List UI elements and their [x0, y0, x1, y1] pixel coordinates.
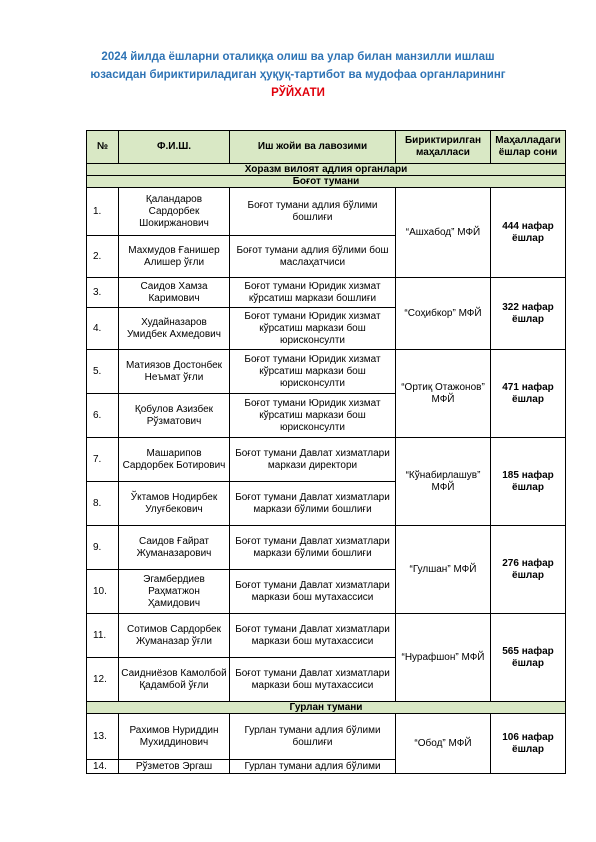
- row-mahalla: “Гулшан” МФЙ: [396, 526, 491, 614]
- row-job: Боғот тумани Давлат хизматлари маркази бош мутахассиси: [230, 658, 396, 702]
- row-number: 5.: [87, 350, 119, 394]
- section-row-district: [87, 176, 566, 188]
- personnel-table: [86, 130, 566, 774]
- table-header-row: [87, 131, 566, 164]
- table-row: [87, 188, 566, 236]
- row-name: Саидниёзов Камолбой Қадамбой ўғли: [119, 658, 230, 702]
- row-number: 4.: [87, 308, 119, 350]
- section-row-region: [87, 164, 566, 176]
- row-youth-count: 106 нафар ёшлар: [491, 714, 566, 774]
- row-youth-count: 322 нафар ёшлар: [491, 278, 566, 350]
- row-number: 3.: [87, 278, 119, 308]
- section-row-district: [87, 702, 566, 714]
- row-name: Ўктамов Нодирбек Улуғбекович: [119, 482, 230, 526]
- title-line-1: 2024 йилда ёшларни оталиққа олиш ва улар билан манзилли ишлаш: [101, 51, 495, 63]
- row-mahalla: “Ортиқ Отажонов” МФЙ: [396, 350, 491, 438]
- row-mahalla: “Ашхабод” МФЙ: [396, 188, 491, 278]
- row-job: Боғот тумани адлия бўлими бош маслаҳатчиси: [230, 236, 396, 278]
- row-job: Боғот тумани Давлат хизматлари маркази бош мутахассиси: [230, 570, 396, 614]
- row-job: Боғот тумани адлия бўлими бошлиғи: [230, 188, 396, 236]
- row-name: Саидов Хамза Каримович: [119, 278, 230, 308]
- row-number: 10.: [87, 570, 119, 614]
- row-job: Боғот тумани Давлат хизматлари маркази директори: [230, 438, 396, 482]
- row-job: Боғот тумани Давлат хизматлари маркази бош мутахассиси: [230, 614, 396, 658]
- row-mahalla: “Соҳибкор” МФЙ: [396, 278, 491, 350]
- row-youth-count: 444 нафар ёшлар: [491, 188, 566, 278]
- district-label: Боғот тумани: [87, 176, 566, 188]
- header-mahalla: Бириктирилган маҳалласи: [396, 131, 491, 164]
- row-name: Махмудов Ғанишер Алишер ўғли: [119, 236, 230, 278]
- row-number: 1.: [87, 188, 119, 236]
- title-line-3: РЎЙХАТИ: [271, 87, 325, 99]
- row-name: Эгамбердиев Раҳматжон Ҳамидович: [119, 570, 230, 614]
- row-name: Матиязов Достонбек Неъмат ўғли: [119, 350, 230, 394]
- document-title: [40, 48, 556, 102]
- row-mahalla: “Обод” МФЙ: [396, 714, 491, 774]
- row-youth-count: 276 нафар ёшлар: [491, 526, 566, 614]
- row-name: Рахимов Нуриддин Мухиддинович: [119, 714, 230, 760]
- title-line-2: юзасидан бириктириладиган ҳуқуқ-тартибот ва мудофаа органларининг: [90, 69, 506, 81]
- row-name: Сотимов Сардорбек Жуманазар ўғли: [119, 614, 230, 658]
- row-number: 7.: [87, 438, 119, 482]
- row-number: 11.: [87, 614, 119, 658]
- row-job: Боғот тумани Юридик хизмат кўрсатиш маркази бош юрисконсулти: [230, 308, 396, 350]
- row-number: 8.: [87, 482, 119, 526]
- row-job: Гурлан тумани адлия бўлими: [230, 760, 396, 774]
- row-youth-count: 471 нафар ёшлар: [491, 350, 566, 438]
- row-job: Боғот тумани Юридик хизмат кўрсатиш маркази бошлиғи: [230, 278, 396, 308]
- row-number: 9.: [87, 526, 119, 570]
- row-youth-count: 565 нафар ёшлар: [491, 614, 566, 702]
- row-job: Гурлан тумани адлия бўлими бошлиғи: [230, 714, 396, 760]
- table-row: [87, 526, 566, 570]
- row-job: Боғот тумани Юридик хизмат кўрсатиш маркази бош юрисконсулти: [230, 350, 396, 394]
- table-row: [87, 350, 566, 394]
- region-label: Хоразм вилоят адлия органлари: [87, 164, 566, 176]
- row-mahalla: “Нурафшон” МФЙ: [396, 614, 491, 702]
- table-row: [87, 614, 566, 658]
- row-mahalla: “Кўнабирлашув” МФЙ: [396, 438, 491, 526]
- header-name: Ф.И.Ш.: [119, 131, 230, 164]
- header-job: Иш жойи ва лавозими: [230, 131, 396, 164]
- table-row: [87, 438, 566, 482]
- row-name: Саидов Ғайрат Жуманазарович: [119, 526, 230, 570]
- row-name: Қобулов Азизбек Рўзматович: [119, 394, 230, 438]
- row-job: Боғот тумани Юридик хизмат кўрсатиш маркази бош юрисконсулти: [230, 394, 396, 438]
- table-row: [87, 278, 566, 308]
- district-label: Гурлан тумани: [87, 702, 566, 714]
- row-name: Рўзметов Эргаш: [119, 760, 230, 774]
- row-name: Машарипов Сардорбек Ботирович: [119, 438, 230, 482]
- row-name: Қаландаров Сардорбек Шокиржанович: [119, 188, 230, 236]
- row-number: 6.: [87, 394, 119, 438]
- header-number: №: [87, 131, 119, 164]
- row-job: Боғот тумани Давлат хизматлари маркази бўлими бошлиғи: [230, 482, 396, 526]
- row-youth-count: 185 нафар ёшлар: [491, 438, 566, 526]
- row-number: 14.: [87, 760, 119, 774]
- row-number: 13.: [87, 714, 119, 760]
- row-number: 2.: [87, 236, 119, 278]
- row-job: Боғот тумани Давлат хизматлари маркази бўлими бошлиғи: [230, 526, 396, 570]
- table-row: [87, 714, 566, 760]
- row-name: Худайназаров Умидбек Ахмедович: [119, 308, 230, 350]
- row-number: 12.: [87, 658, 119, 702]
- header-youth-count: Маҳалладаги ёшлар сони: [491, 131, 566, 164]
